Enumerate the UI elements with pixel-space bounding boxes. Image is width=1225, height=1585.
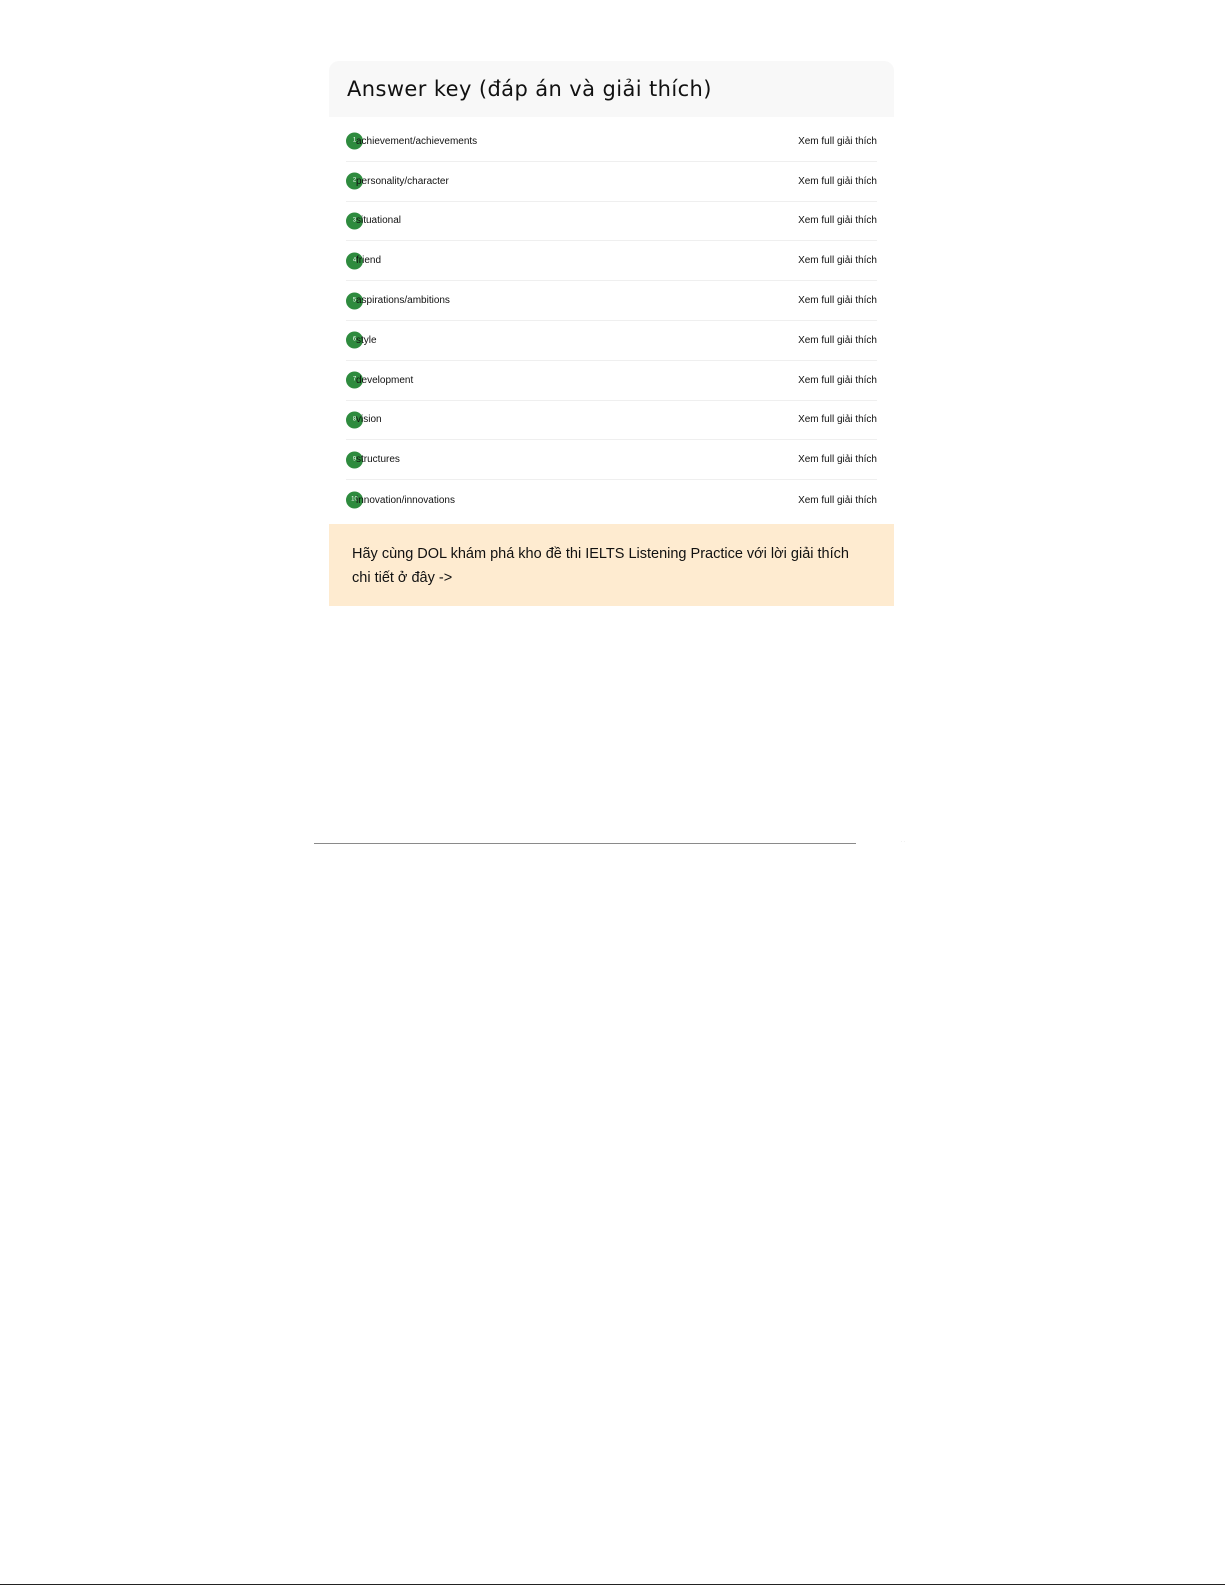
cta-text[interactable]: Hãy cùng DOL khám phá kho đề thi IELTS Listening Practice với lời giải thích chi tiết ở đây -> (352, 545, 849, 586)
view-explanation-link[interactable]: Xem full giải thích (798, 334, 877, 346)
question-number-badge: 9 (346, 451, 363, 468)
card-title: Answer key (đáp án và giải thích) (347, 77, 712, 101)
question-number-badge: 4 (346, 252, 363, 269)
view-explanation-link[interactable]: Xem full giải thích (798, 295, 877, 307)
view-explanation-link[interactable]: Xem full giải thích (798, 454, 877, 466)
footer-mark: · · (901, 839, 905, 844)
question-number-badge: 3 (346, 212, 363, 229)
answer-text: situational (356, 215, 402, 227)
answer-text: innovation/innovations (356, 494, 455, 506)
answer-row (346, 361, 877, 401)
view-explanation-link[interactable]: Xem full giải thích (798, 414, 877, 426)
answer-key-card (329, 61, 894, 606)
answer-text: vision (356, 414, 382, 426)
view-explanation-link[interactable]: Xem full giải thích (798, 374, 877, 386)
answer-row (346, 202, 877, 242)
question-number-badge: 8 (346, 411, 363, 428)
answer-row (346, 401, 877, 441)
answer-row (346, 480, 877, 520)
cta-banner[interactable] (329, 524, 894, 606)
view-explanation-link[interactable]: Xem full giải thích (798, 135, 877, 147)
question-number-badge: 7 (346, 372, 363, 389)
card-header (329, 61, 894, 117)
view-explanation-link[interactable]: Xem full giải thích (798, 494, 877, 506)
answer-text: style (356, 334, 377, 346)
answer-text: personality/character (356, 175, 449, 187)
answer-text: achievement/achievements (356, 135, 478, 147)
answer-row (346, 321, 877, 361)
answer-list (329, 117, 894, 524)
answer-text: structures (356, 454, 400, 466)
view-explanation-link[interactable]: Xem full giải thích (798, 255, 877, 267)
answer-row (346, 440, 877, 480)
answer-text: development (356, 374, 414, 386)
answer-text: aspirations/ambitions (356, 295, 450, 307)
answer-text: friend (356, 255, 382, 267)
footer-divider (314, 843, 856, 844)
question-number-badge: 6 (346, 332, 363, 349)
answer-row (346, 122, 877, 162)
question-number-badge: 5 (346, 292, 363, 309)
question-number-badge: 10 (346, 492, 363, 509)
view-explanation-link[interactable]: Xem full giải thích (798, 215, 877, 227)
answer-row (346, 162, 877, 202)
answer-row (346, 281, 877, 321)
answer-row (346, 241, 877, 281)
question-number-badge: 1 (346, 133, 363, 150)
question-number-badge: 2 (346, 173, 363, 190)
view-explanation-link[interactable]: Xem full giải thích (798, 175, 877, 187)
